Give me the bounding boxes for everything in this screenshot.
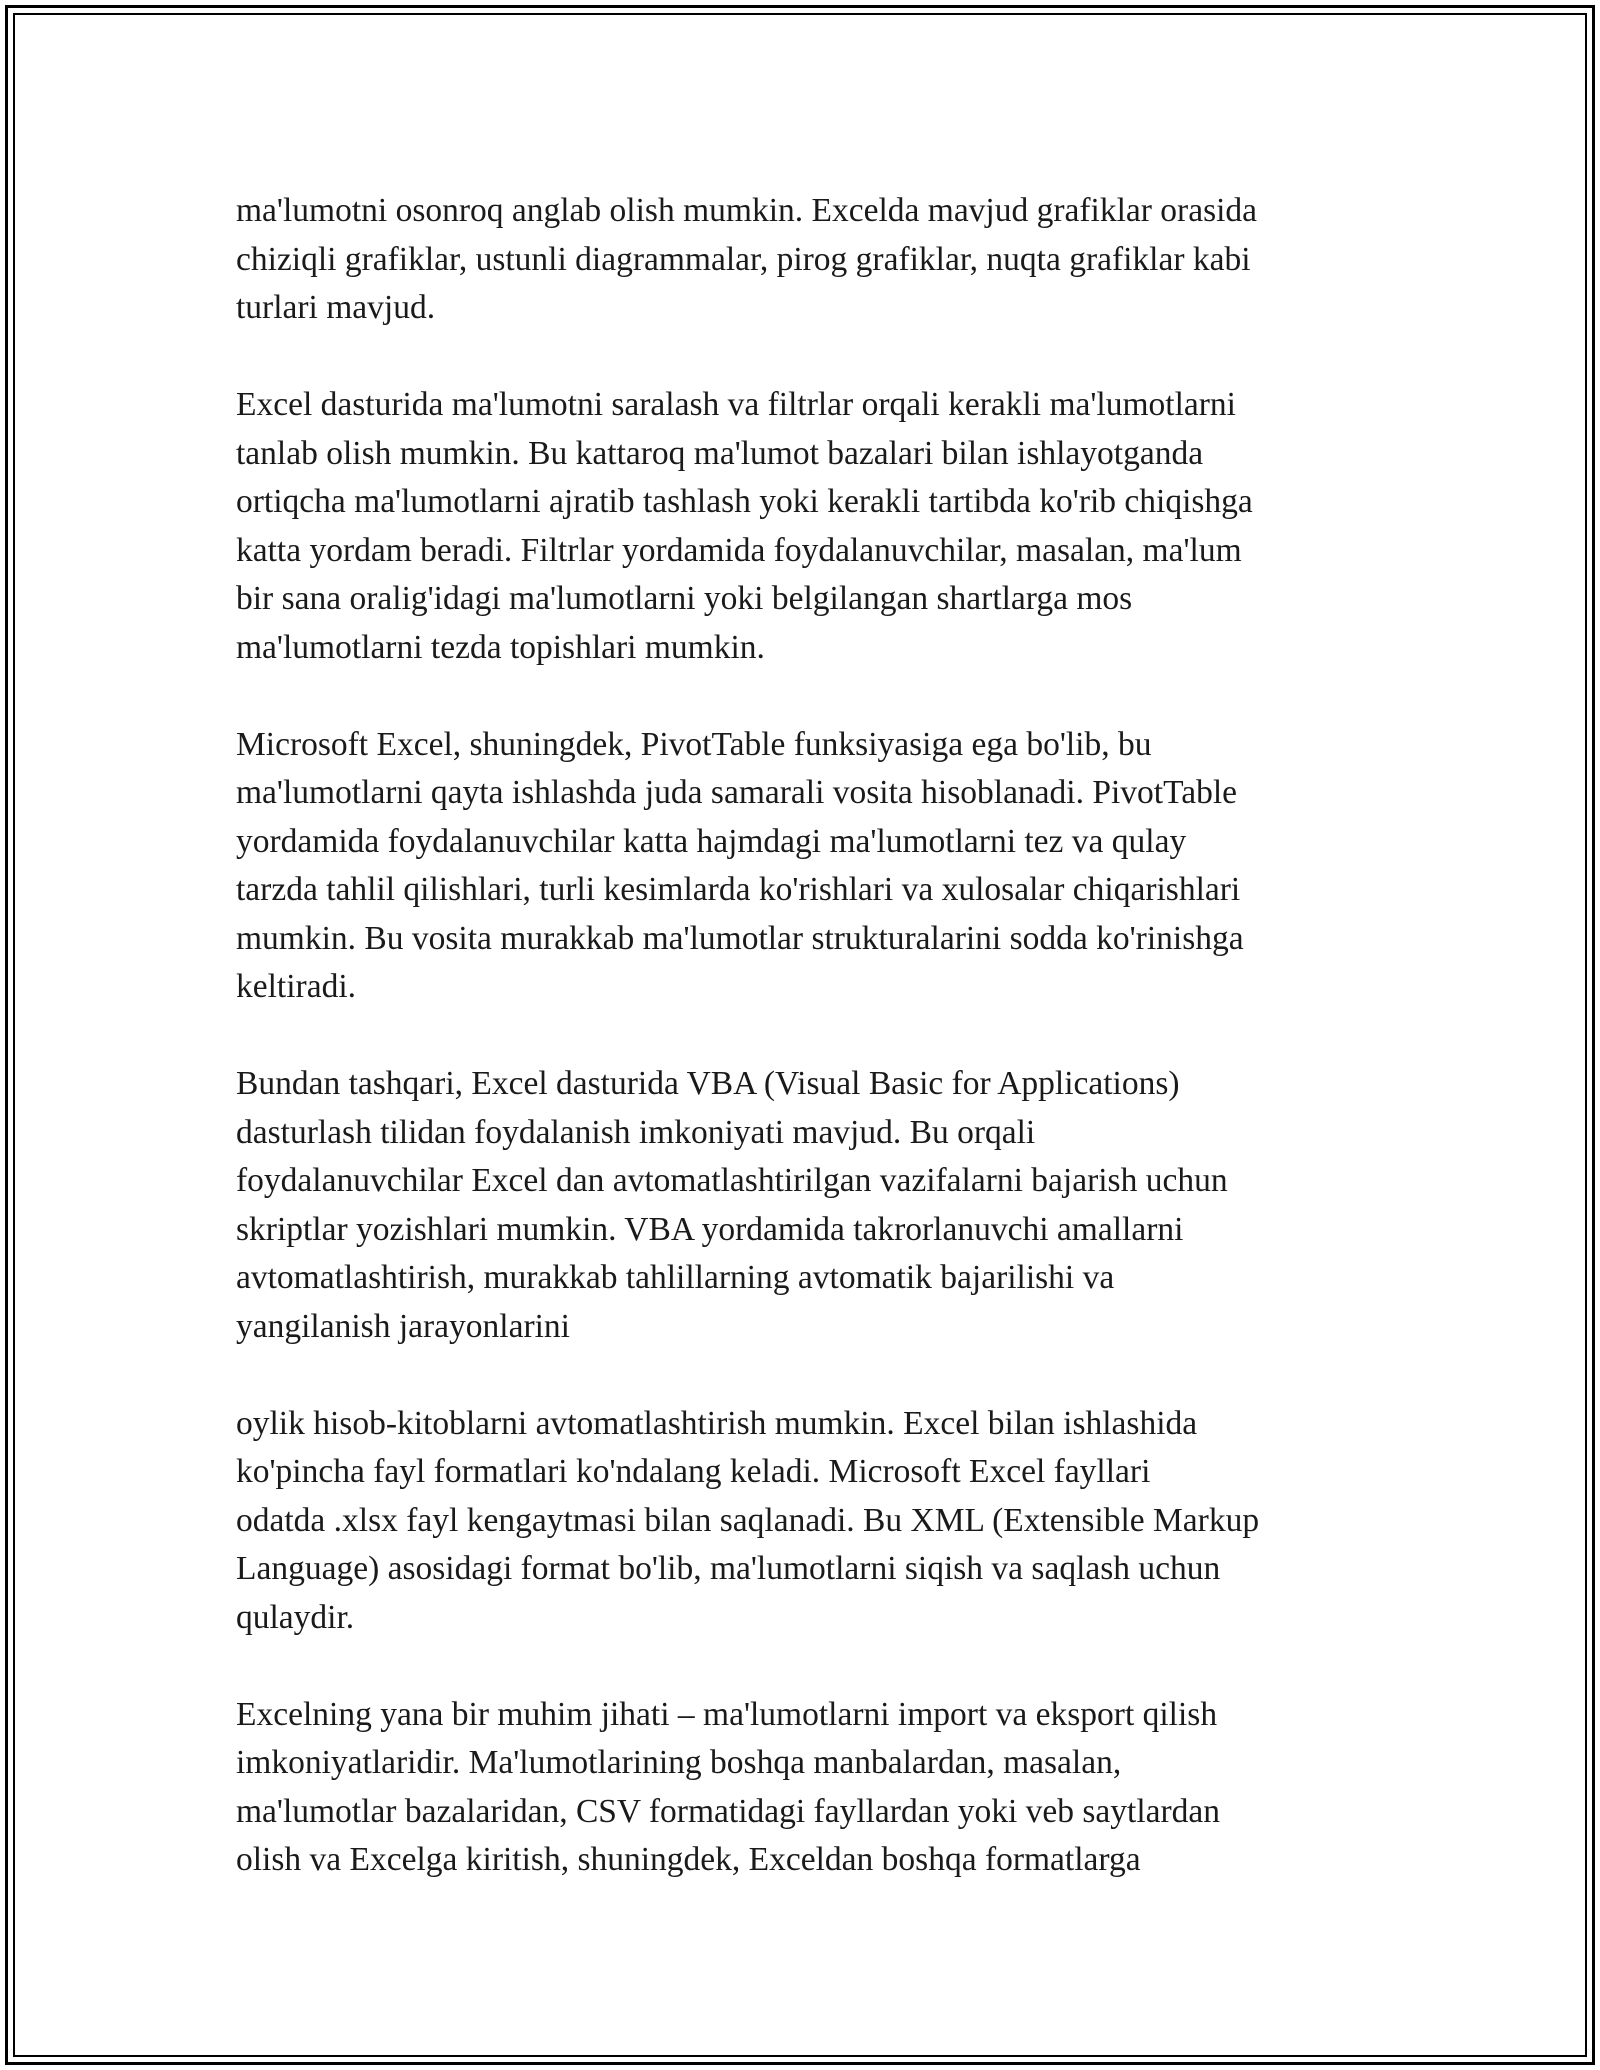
paragraph-6 <box>236 1691 1386 1885</box>
text-line: Microsoft Excel, shuningdek, PivotTable funksiyasiga ega bo'lib, bu <box>236 725 1152 763</box>
text-line: ko'pincha fayl formatlari ko'ndalang keladi. Microsoft Excel fayllari <box>236 1453 1151 1490</box>
text-line: keltiradi. <box>236 968 356 1005</box>
text-line: ma'lumotni osonroq anglab olish mumkin. Excelda mavjud grafiklar orasida <box>236 192 1258 229</box>
text-line: oylik hisob-kitoblarni avtomatlashtirish mumkin. Excel bilan ishlashida <box>236 1404 1198 1442</box>
text-line: ma'lumotlarni tezda topishlari mumkin. <box>236 628 765 666</box>
text-line: tarzda tahlil qilishlari, turli kesimlarda ko'rishlari va xulosalar chiqarishlari <box>236 871 1241 908</box>
text-line: tanlab olish mumkin. Bu kattaroq ma'lumot bazalari bilan ishlayotganda <box>236 434 1204 472</box>
text-line: olish va Excelga kiritish, shuningdek, Exceldan boshqa formatlarga <box>236 1841 1141 1878</box>
text-line: skriptlar yozishlari mumkin. VBA yordamida takrorlanuvchi amallarni <box>236 1210 1184 1248</box>
text-line: ma'lumotlarni qayta ishlashda juda samarali vosita hisoblanadi. PivotTable <box>236 774 1238 811</box>
text-line: Language) asosidagi format bo'lib, ma'lumotlarni siqish va saqlash uchun <box>236 1550 1221 1587</box>
text-line: Excelning yana bir muhim jihati – ma'lumotlarni import va eksport qilish <box>236 1695 1218 1733</box>
paragraph-5 <box>236 1400 1386 1643</box>
text-line: imkoniyatlaridir. Ma'lumotlarining boshqa manbalardan, masalan, <box>236 1744 1122 1781</box>
text-line: bir sana oralig'idagi ma'lumotlarni yoki belgilangan shartlarga mos <box>236 580 1133 617</box>
text-line: turlari mavjud. <box>236 289 436 326</box>
text-line: odatda .xlsx fayl kengaytmasi bilan saqlanadi. Bu XML (Extensible Markup <box>236 1501 1260 1539</box>
paragraph-4 <box>236 1060 1386 1351</box>
document-body <box>236 187 1386 1933</box>
text-line: yangilanish jarayonlarini <box>236 1307 570 1345</box>
text-line: katta yordam beradi. Filtrlar yordamida foydalanuvchilar, masalan, ma'lum <box>236 531 1242 569</box>
text-line: foydalanuvchilar Excel dan avtomatlashtirilgan vazifalarni bajarish uchun <box>236 1162 1228 1199</box>
text-line: mumkin. Bu vosita murakkab ma'lumotlar strukturalarini sodda ko'rinishga <box>236 919 1244 957</box>
text-line: Excel dasturida ma'lumotni saralash va filtrlar orqali kerakli ma'lumotlarni <box>236 386 1236 423</box>
paragraph-3 <box>236 721 1386 1012</box>
text-line: dasturlash tilidan foydalanish imkoniyati mavjud. Bu orqali <box>236 1113 1036 1151</box>
text-line: yordamida foydalanuvchilar katta hajmdagi ma'lumotlarni tez va qulay <box>236 822 1187 860</box>
text-line: chiziqli grafiklar, ustunli diagrammalar, pirog grafiklar, nuqta grafiklar kabi <box>236 240 1251 278</box>
text-line: qulaydir. <box>236 1598 355 1636</box>
paragraph-2 <box>236 381 1386 672</box>
text-line: ortiqcha ma'lumotlarni ajratib tashlash yoki kerakli tartibda ko'rib chiqishga <box>236 483 1253 520</box>
paragraph-1 <box>236 187 1386 333</box>
text-line: ma'lumotlar bazalaridan, CSV formatidagi fayllardan yoki veb saytlardan <box>236 1792 1221 1830</box>
text-line: Bundan tashqari, Excel dasturida VBA (Visual Basic for Applications) <box>236 1065 1180 1102</box>
text-line: avtomatlashtirish, murakkab tahlillarning avtomatik bajarilishi va <box>236 1259 1115 1296</box>
